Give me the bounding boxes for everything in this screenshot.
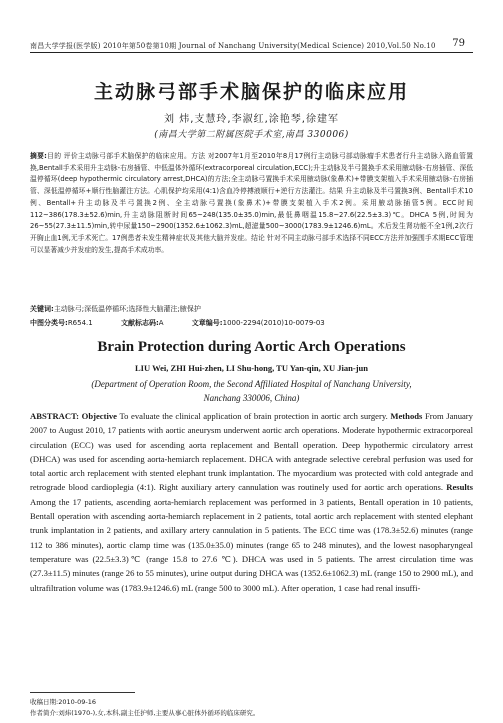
chinese-authors: 刘 炜,支慧玲,李淑红,涂艳琴,徐建军 [164,114,339,125]
chinese-affiliation: (南昌大学第二附属医院手术室,南昌 330006) [154,130,349,140]
doc-code-value: A [158,319,164,327]
clc-label: 中图分类号: [30,319,68,327]
chinese-abstract-text: 目的 评价主动脉弓部手术脑保护的临床应用。方法 对2007年1月至2010年8月17例行主动脉弓部动脉瘤手术患者行升主动脉入路血管置换,Bentall手术采用升主动脉-右房插管、中低温体外循环(extracorporeal circulation,ECC);升主动脉及半弓置换手术采用腋动脉-右房插管、深低温停循环(deep hypothermic circulatory arrest,DHCA)的方法;全主动脉弓置换手术采用腋动脉(象鼻术)+带膜支架植入手术采用腋动脉-右房插管、深低温停循环+顺行性脑灌注方法。心肌保护均采用(4:1)含血冷停搏液顺行+逆行方法灌注。结果 升主动脉及半弓置换3例、Bentall手术10例、Bentall+升主动脉及半弓置换2例、全主动脉弓置换(象鼻术)+带膜支架植入手术2例。采用腋动脉插管5例。ECC时间112~386(178.3±52.6)min,升主动脉阻断时间65~248(135.0±35.0)min,最低鼻咽温15.8~27.6(22.5±3.3)℃。DHCA 5例,时间为26~55(27.3±11.5)min,转中尿量150~2900(1352.6±1062.3)mL,超滤量500~3000(1783.9±1246.6)mL。术后发生肾功能不全1例,2次行开胸止血1例,无手术死亡。17例患者未发生精神症状及其他大脑并发症。结论 针对不同主动脉弓部手术选择不同ECC方法并加强围手术期ECC管理可以显著减少并发症的发生,提高手术成功率。 [30,152,473,254]
journal-header-line: 南昌大学学报(医学版) 2010年第50卷第10期 Journal of Nanchang University(Medical Science) 2010,Vol.50 No.10 [30,42,436,50]
page-number: 79 [452,38,465,49]
chinese-abstract-label: 摘要: [30,152,47,160]
running-header [0,0,503,52]
objective-text: To evaluate the clinical application of brain protection in aortic arch surgery. [119,411,388,421]
methods-text: From January 2007 to August 2010, 17 patients with aortic aneurysm underwent aortic arch operations. Moderate hypothermic extracorporeal circulation (ECC) was used for ascending aorta replacement and Bentall operation. Deep hypothermic circulatory arrest (DHCA) was used for ascending aorta-hemiarch replacement. DHCA with antegrade selective cerebral perfusion was used for total aortic arch replacement with stented elephant trunk implantation. The myocardium was protected with cold antegrade and retrograde blood cardioplegia (4:1). Right auxiliary artery cannulation was routinely used for aortic arch operations. [30,411,473,493]
objective-label: Objective [81,411,117,421]
author-info: 作者简介:刘炜(1970-),女,本科,副主任护师,主要从事心脏体外循环的临床研究。 [30,709,260,717]
results-label: Results [446,482,473,493]
results-text: Among the 17 patients, ascending aorta-hemiarch replacement was performed in 3 patients, Bentall operation in 10 patients, Bentall operation with ascending aorta-hemiarch replacement in 2 patients, total aortic arch replacement with stented elephant trunk implantation in 2 patients, and axillary artery cannulation in 5 patients. The ECC time was (178.3±52.6) minutes (range 112 to 386 minutes), aortic clamp time was (135.0±35.0) minutes (range 65 to 248 minutes), and the lowest nasopharyngeal temperature was (22.5±3.3)℃ (range 15.8 to 27.6 ℃). DHCA was used in 5 patients. The arrest circulation time was (27.3±11.5) minutes (range 26 to 55 minutes), urine output during DHCA was (1352.6±1062.3) mL (range 150 to 2900 mL), and ultrafiltration volume was (1783.9±1246.6) mL (range 500 to 3000 mL). After operation, 1 case had renal insuffi- [30,496,473,593]
english-affiliation-line2: Nanchang 330006, China) [203,393,300,403]
chinese-abstract [30,151,473,302]
english-affiliation-line1: (Department of Operation Room, the Second Affiliated Hospital of Nanchang University, [91,379,412,389]
english-authors: LIU Wei, ZHI Hui-zhen, LI Shu-hong, TU Yan-qin, XU Jian-jun [135,363,368,373]
doc-code-label: 文献标志码: [120,319,159,327]
english-affiliation [40,377,463,405]
classification-line [30,318,473,328]
header-rule [30,52,473,53]
received-date: 收稿日期:2010-09-16 [30,698,96,706]
methods-label: Methods [390,411,423,421]
clc-value: R654.1 [67,319,93,327]
english-abstract-label: ABSTRACT: [30,411,80,421]
keywords-label: 关键词: [30,305,54,313]
article-no-label: 文章编号: [191,319,223,327]
chinese-keywords [30,304,473,314]
english-abstract [30,409,473,688]
english-title: Brain Protection during Aortic Arch Operations [97,339,406,355]
article-no-value: 1000-2294(2010)10-0079-03 [222,319,325,327]
chinese-title: 主动脉弓部手术脑保护的临床应用 [93,81,409,103]
footnote-rule [30,692,135,693]
keywords-text: 主动脉弓;深低温停循环;选择性大脑灌注;腋保护 [53,305,201,313]
